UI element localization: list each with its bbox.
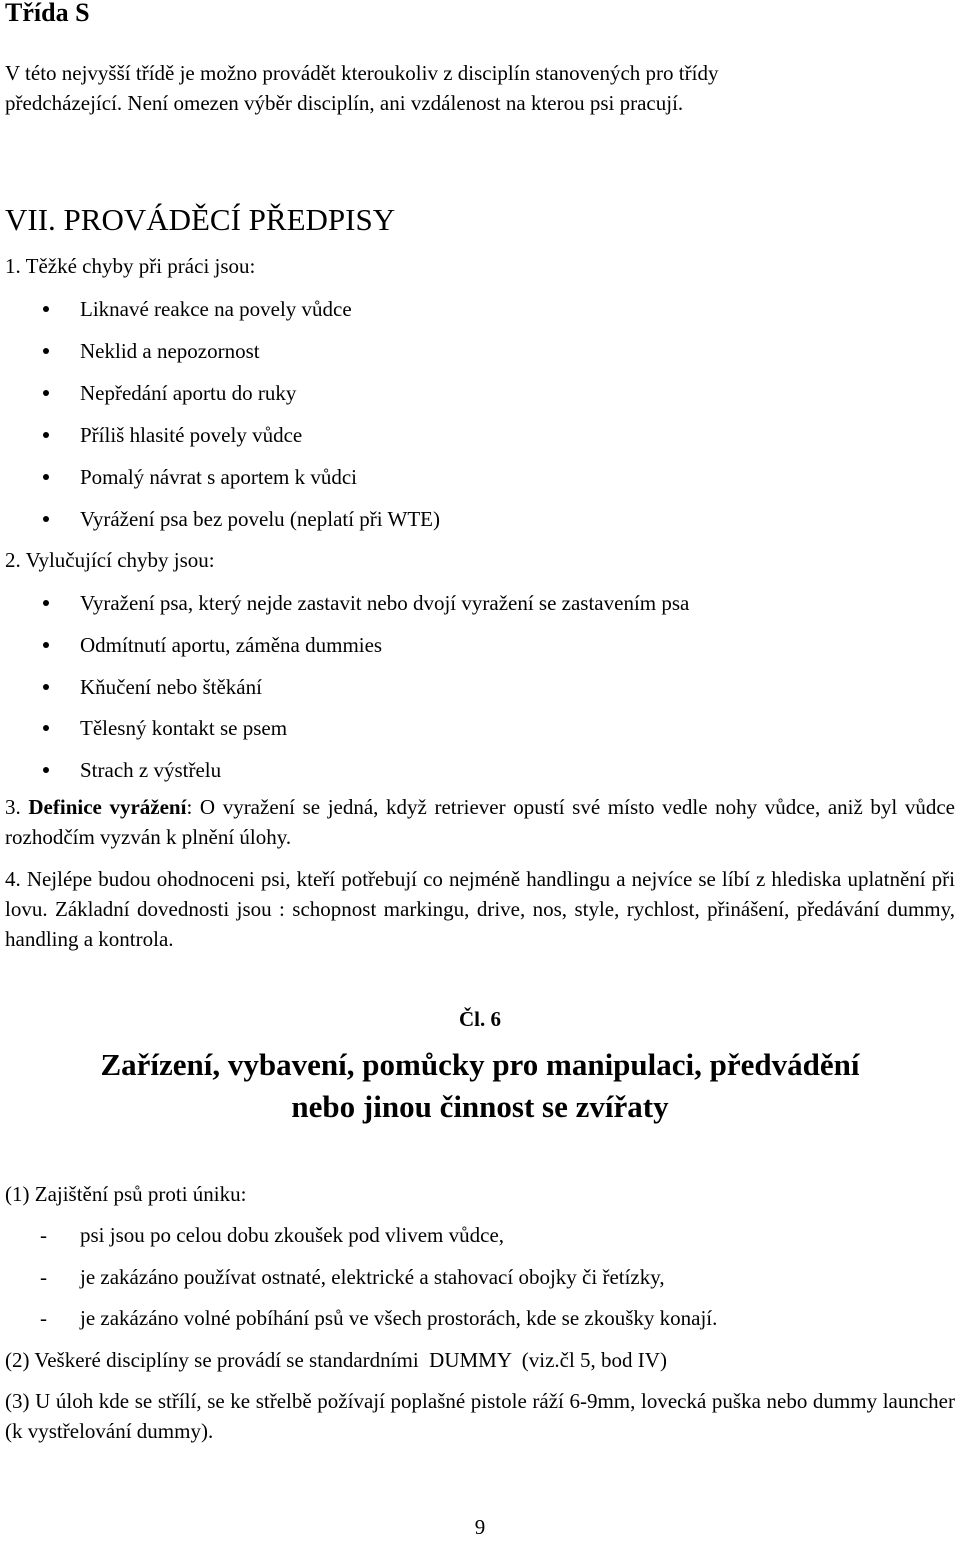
item4-paragraph: 4. Nejlépe budou ohodnoceni psi, kteří potřebují co nejméně handlingu a nejvíce se líbí z hlediska uplatnění při lovu. Základní dovednosti jsou : schopnost markingu, drive, nos, style, rychlost, přinášení, předávání dummy, handling a kontrola. [5,867,955,951]
list-item-text: Příliš hlasité povely vůdce [80,423,303,447]
list-item-text: Tělesný kontakt se psem [80,716,288,740]
bullet-icon [43,432,49,438]
bullet-icon [43,390,49,396]
list-item-text: Vyrážení psa bez povelu (neplatí při WTE) [80,507,440,531]
page-title: Třída S [5,0,90,27]
bullet-icon [43,348,49,354]
list-item-text: Pomalý návrat s aportem k vůdci [80,465,358,489]
bullet-icon [43,600,49,606]
bullet-icon [43,767,49,773]
section-title: VII. PROVÁDĚCÍ PŘEDPISY [5,202,396,237]
list-item-text: je zakázáno používat ostnaté, elektrické a stahovací obojky či řetízky, [80,1265,665,1289]
bullet-icon [43,474,49,480]
bullet-icon [43,642,49,648]
article-title-line-1: Zařízení, vybavení, pomůcky pro manipulaci, předvádění [100,1047,860,1082]
intro-line-1: V této nejvyšší třídě je možno provádět kteroukoliv z disciplín stanovených pro třídy [5,61,719,85]
list-item-text: Vyražení psa, který nejde zastavit nebo dvojí vyražení se zastavením psa [80,591,690,615]
item3-paragraph [5,792,955,852]
para2: (2) Veškeré disciplíny se provádí se standardními DUMMY (viz.čl 5, bod IV) [5,1348,667,1372]
list-item-text: Neklid a nepozornost [80,339,260,363]
list-item-text: Kňučení nebo štěkání [80,675,262,699]
list-item-text: Liknavé reakce na povely vůdce [80,297,352,321]
list-item-text: Nepředání aportu do ruky [80,381,297,405]
article-number: Čl. 6 [459,1007,501,1031]
page-number: 9 [474,1515,486,1539]
para3: (3) U úloh kde se střílí, se ke střelbě požívají poplašné pistole ráží 6-9mm, lovecká puška nebo dummy launcher (k vystřelování dummy). [5,1389,955,1443]
item3-term: Definice vyrážení [28,795,187,819]
para1-heading: (1) Zajištění psů proti úniku: [5,1182,247,1206]
bullet-icon [43,725,49,731]
item2-heading: 2. Vylučující chyby jsou: [5,548,215,572]
article-title-line-2: nebo jinou činnost se zvířaty [291,1089,669,1124]
dash-marker: - [40,1306,47,1330]
item3-number: 3. [5,795,29,819]
list-item-text: Odmítnutí aportu, záměna dummies [80,633,383,657]
list-item-text: je zakázáno volné pobíhání psů ve všech prostorách, kde se zkoušky konají. [80,1306,718,1330]
dash-marker: - [40,1223,47,1247]
item3-text: : O vyražení se jedná, když retriever opustí své místo vedle nohy vůdce, aniž byl vůdce rozhodčím vyzván k plnění úlohy. [5,795,956,849]
item1-heading: 1. Těžké chyby při práci jsou: [5,254,256,278]
intro-line-2: předcházející. Není omezen výběr disciplín, ani vzdálenost na kterou psi pracují. [5,91,684,115]
bullet-icon [43,684,49,690]
list-item-text: Strach z výstřelu [80,758,222,782]
bullet-icon [43,306,49,312]
bullet-icon [43,516,49,522]
list-item-text: psi jsou po celou dobu zkoušek pod vlivem vůdce, [80,1223,505,1247]
dash-marker: - [40,1265,47,1289]
